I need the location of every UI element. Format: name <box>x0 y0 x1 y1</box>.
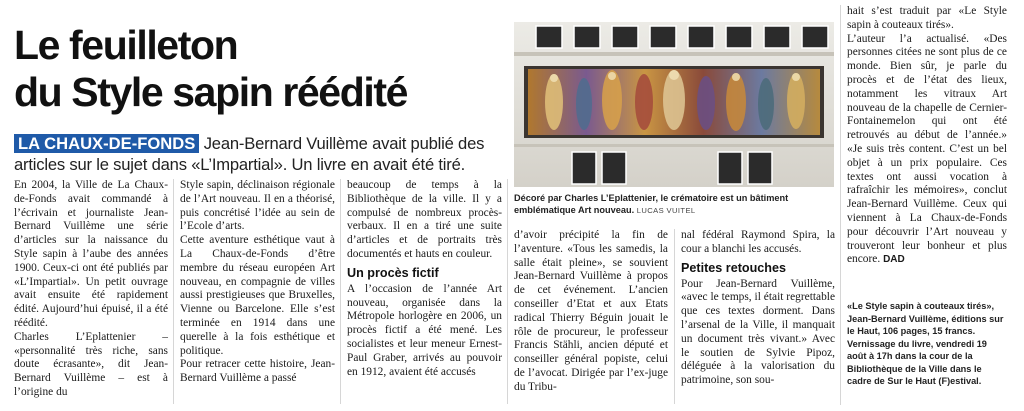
column-divider <box>507 179 508 404</box>
location-kicker: LA CHAUX-DE-FONDS <box>14 134 199 153</box>
paragraph-text: L’auteur l’a actualisé. «Des personnes citées ne sont plus de ce monde. Bien sûr, je parle du procès et de l’état des lieux, notamment les vitraux Art nouveau de la chapelle de Cernier-Fontainemelon qui ont été retrouvés au début de l’année.» «Je suis très content. C’est un bel objet à un prix populaire. Ces textes ont aussi vocation à rafraîchir les mémoires», conclut Jean-Bernard Vuillème. Ceux qui viennent à La Chaux-de-Fonds pour découvrir l’Art nouveau y trouveront leur bonheur et plus encore. <box>847 32 1007 266</box>
book-info-box <box>847 300 1007 388</box>
crematorium-photo <box>514 22 834 187</box>
paragraph: Pour retracer cette histoire, Jean-Bernard Vuillème a passé <box>180 358 335 385</box>
column-divider <box>340 179 341 404</box>
paragraph <box>847 33 1007 268</box>
paragraph: Style sapin, déclinaison régionale de l’Art nouveau. Il en a théorisé, puis concrétisé l’idée au sein de l’Ecole d’arts. <box>180 179 335 233</box>
article-column-5 <box>681 229 835 407</box>
caption-text: Décoré par Charles L’Eplattenier, le crématoire est un bâtiment emblématique Art nouveau. <box>514 193 789 215</box>
article-headline <box>14 22 494 116</box>
paragraph: hait s’est traduit par «Le Style sapin à couteaux tirés». <box>847 5 1007 31</box>
photo-credit: LUCAS VUITEL <box>636 206 696 215</box>
paragraph: Pour Jean-Bernard Vuillème, «avec le temps, il était regrettable que ces textes dorment. Dans l’arsenal de la Ville, il manquait un document très vivant.» Avec le soutien de Sylvie Pipoz, déléguée à la valorisation du patrimoine, son sou- <box>681 277 835 387</box>
photo-caption <box>514 192 834 217</box>
column-divider <box>840 5 841 405</box>
author-signature: DAD <box>883 254 905 266</box>
article-column-2 <box>180 179 335 404</box>
headline-line-2: du Style sapin réédité <box>14 69 407 115</box>
lede-text: Jean-Bernard Vuillème avait publié des articles sur le sujet dans «L’Impartial». Un livre en avait été tiré. <box>14 134 485 174</box>
launch-event-details: Vernissage du livre, vendredi 19 août à 17h dans la cour de la Bibliothèque de la Ville dans le cadre de Sur le Haut (F)estival. <box>847 338 987 386</box>
book-details: «Le Style sapin à couteaux tirés», Jean-Bernard Vuillème, éditions sur le Haut, 106 pages, 15 francs. <box>847 301 1004 336</box>
section-heading-petites-retouches: Petites retouches <box>681 260 786 275</box>
paragraph: nal fédéral Raymond Spira, la cour a blanchi les accusés. <box>681 229 835 255</box>
headline-line-1: Le feuilleton <box>14 22 238 68</box>
section-heading-proces-fictif: Un procès fictif <box>347 265 439 280</box>
paragraph: En 2004, la Ville de La Chaux-de-Fonds avait commandé à l’écrivain et journaliste Jean-Bernard Vuillème une série d’articles sur la naissance du Style sapin à l’aube des années 1900. Ceux-ci ont été publiés par «L’Impartial». Un petit ouvrage avait ensuite été rapidement édité. Aujourd’hui épuisé, il a été réédité. <box>14 179 168 329</box>
article-column-1 <box>14 179 168 404</box>
article-column-3 <box>347 179 502 378</box>
article-lede <box>14 133 514 175</box>
paragraph: A l’occasion de l’année Art nouveau, organisée dans la Métropole horlogère en 2006, un procès fictif a été mené. Les socialistes et leur meneur Ernest-Paul Graber, arrivés au pouvoir en 1912, avaient été accusés <box>347 282 502 378</box>
article-column-4 <box>514 229 668 407</box>
paragraph: beaucoup de temps à la Bibliothèque de la ville. Il y a compulsé de nombreux procès-verbaux. Il en a tiré une suite d’articles et de portraits très documentés et hauts en couleur. <box>347 179 502 260</box>
paragraph: d’avoir précipité la fin de l’aventure. «Tous les samedis, la salle était pleine», se souvient Jean-Bernard Vuillème à propos de cet événement. L’ancien conseiller d’Etat et aux Etats radical Thierry Béguin jouait le rôle de procureur, le professeur Francis Stähli, ancien député et conseiller général popiste, celui de l’avocat. Dirigée par l’ex-juge du Tribu- <box>514 229 668 393</box>
paragraph: Charles L’Eplattenier – «personnalité très riche, sans doute écrasante», dit Jean-Bernard Vuillème – est à l’origine du <box>14 330 168 398</box>
column-divider <box>674 229 675 404</box>
column-divider <box>173 179 174 404</box>
paragraph: Cette aventure esthétique vaut à La Chaux-de-Fonds d’être membre du réseau européen Art nouveau, en compagnie de villes aussi prestigieuses que Bruxelles, Vienne ou Barcelone. Elle s’est terminée en 1914 dans une querelle à la fois esthétique et politique. <box>180 234 335 357</box>
crematorium-facade-image <box>514 22 834 187</box>
article-column-6 <box>847 5 1007 295</box>
